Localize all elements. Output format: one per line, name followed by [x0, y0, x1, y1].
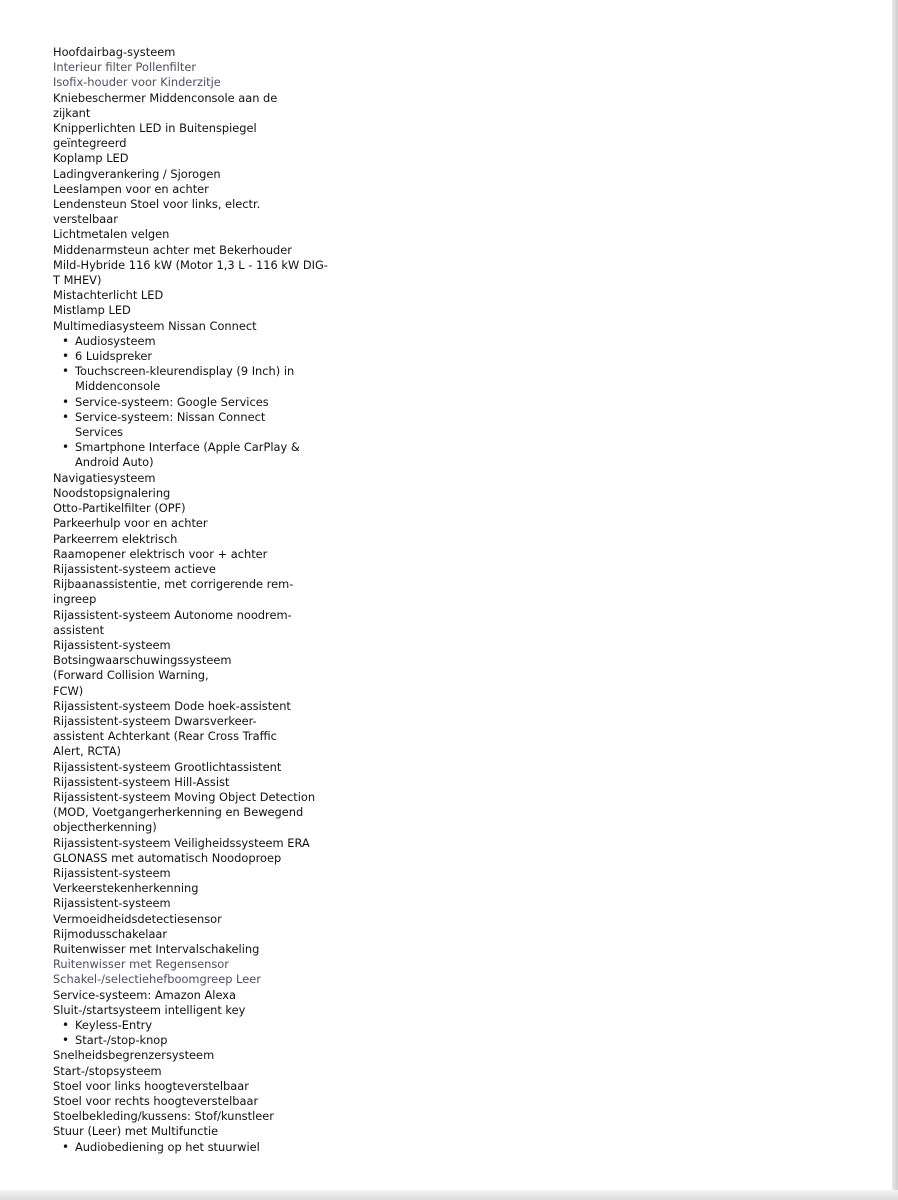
list-item: Hoofdairbag-systeem	[53, 45, 176, 59]
list-item: Lichtmetalen velgen	[53, 227, 170, 242]
list-item: Rijassistent-systeem Moving Object Detection (MOD, Voetgangerherkenning en Bewegend objectherkenning)	[53, 789, 316, 835]
bullet-item: • Service-systeem: Google Services	[75, 395, 353, 410]
bullet-item: • Keyless-Entry	[75, 1018, 353, 1033]
list-item: Rijassistent-systeem Dwarsverkeer-assistent Achterkant (Rear Cross Traffic Alert, RCTA)	[53, 713, 277, 759]
list-item: Mistlamp LED	[53, 303, 131, 318]
list-item: Multimediasysteem Nissan Connect	[53, 318, 257, 333]
list-item: Sluit-/startsysteem intelligent key	[53, 1002, 246, 1017]
list-item: Parkeerhulp voor en achter	[53, 516, 208, 531]
list-item: Raamopener elektrisch voor + achter	[53, 546, 268, 561]
list-item: Kniebeschermer Middenconsole aan de zijkant	[53, 90, 278, 120]
list-item: Schakel-/selectiehefboomgreep Leer	[53, 972, 261, 987]
list-item: Navigatiesysteem	[53, 470, 156, 485]
list-item: Rijassistent-systeem Hill-Assist	[53, 774, 230, 789]
bullet-item: • 6 Luidspreker	[75, 349, 353, 364]
list-item: Ruitenwisser met Regensensor	[53, 957, 229, 972]
list-item: Rijassistent-systeem Grootlichtassistent	[53, 759, 282, 774]
list-item: Parkeerrem elektrisch	[53, 531, 178, 546]
list-item: Noodstopsignalering	[53, 485, 171, 500]
list-item: Mild-Hybride 116 kW (Motor 1,3 L - 116 kW DIG-T MHEV)	[53, 257, 328, 288]
list-item: Ladingverankering / Sjorogen	[53, 166, 221, 181]
bullet-item: • Start-/stop-knop	[75, 1033, 353, 1048]
list-item: Knipperlichten LED in Buitenspiegel geïntegreerd	[53, 121, 257, 151]
list-item: Stoel voor links hoogteverstelbaar	[53, 1078, 249, 1093]
key-bullet-list	[53, 1018, 353, 1048]
list-item: Middenarmsteun achter met Bekerhouder	[53, 242, 292, 257]
list-item: Ruitenwisser met Intervalschakeling	[53, 941, 260, 956]
list-item: Lendensteun Stoel voor links, electr. verstelbaar	[53, 197, 261, 227]
list-item: Rijassistent-systeem Autonome noodrem-assistent	[53, 607, 292, 637]
list-item: Rijassistent-systeem actieve Rijbaanassistentie, met corrigerende rem-ingreep	[53, 561, 294, 607]
wheel-bullet-list	[53, 1140, 353, 1155]
bullet-item: • Service-systeem: Nissan Connect Services	[75, 410, 295, 440]
list-item: Rijmodusschakelaar	[53, 926, 168, 941]
page-edge-bottom	[0, 1190, 898, 1200]
list-item: Mistachterlicht LED	[53, 288, 164, 303]
bullet-item: • Audiobediening op het stuurwiel	[75, 1140, 353, 1155]
bullet-item: • Touchscreen-kleurendisplay (9 Inch) in Middenconsole	[75, 364, 330, 394]
list-item: Interieur filter Pollenfilter	[53, 60, 197, 75]
list-item: Rijassistent-systeem Vermoeidheidsdetectiesensor	[53, 896, 222, 926]
list-item: Isofix-houder voor Kinderzitje	[53, 75, 221, 90]
list-item: Stoel voor rechts hoogteverstelbaar	[53, 1094, 259, 1109]
list-item: Otto-Partikelfilter (OPF)	[53, 501, 186, 516]
list-item: Rijassistent-systeem Veiligheidssysteem ERA GLONASS met automatisch Noodoproep	[53, 835, 310, 865]
equipment-list	[53, 45, 353, 1155]
list-item: Rijassistent-systeem Botsingwaarschuwingssysteem (Forward Collision Warning, FCW)	[53, 637, 232, 698]
list-item: Rijassistent-systeem Verkeerstekenherkenning	[53, 865, 199, 896]
list-item: Snelheidsbegrenzersysteem	[53, 1048, 215, 1063]
list-item: Stoelbekleding/kussens: Stof/kunstleer	[53, 1109, 274, 1124]
bullet-item: • Smartphone Interface (Apple CarPlay & Android Auto)	[75, 440, 335, 470]
page-edge-right	[892, 0, 898, 1200]
list-item: Rijassistent-systeem Dode hoek-assistent	[53, 698, 291, 713]
list-item: Leeslampen voor en achter	[53, 181, 209, 196]
bullet-item: • Audiosysteem	[75, 334, 353, 349]
multimedia-bullet-list	[53, 334, 353, 471]
list-item: Stuur (Leer) met Multifunctie	[53, 1124, 219, 1139]
list-item: Start-/stopsysteem	[53, 1063, 162, 1078]
list-item: Koplamp LED	[53, 151, 129, 166]
list-item: Service-systeem: Amazon Alexa	[53, 987, 236, 1002]
